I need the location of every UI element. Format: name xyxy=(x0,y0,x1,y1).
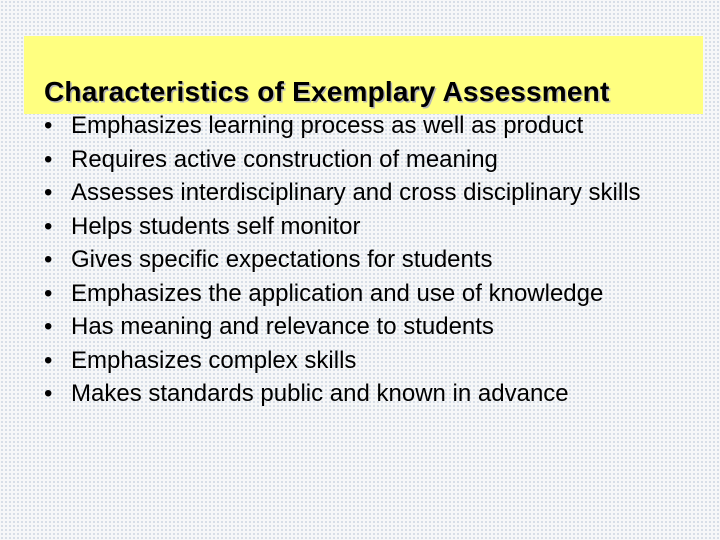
slide-title: Characteristics of Exemplary Assessment xyxy=(44,76,610,107)
list-item xyxy=(44,147,684,173)
bullet-text: Requires active construction of meaning xyxy=(71,145,498,173)
bullet-text: Assesses interdisciplinary and cross disciplinary skills xyxy=(71,179,641,206)
bullet-icon: • xyxy=(44,212,53,240)
list-item xyxy=(44,214,684,240)
bullet-text: Emphasizes the application and use of knowledge xyxy=(71,279,604,307)
bullet-text: Makes standards public and known in advance xyxy=(71,380,569,407)
bullet-list xyxy=(44,113,684,415)
bullet-text: Emphasizes learning process as well as product xyxy=(71,112,584,139)
bullet-icon: • xyxy=(44,145,53,173)
bullet-text: Emphasizes complex skills xyxy=(71,346,357,374)
list-item xyxy=(44,180,684,206)
bullet-text: Gives specific expectations for students xyxy=(71,246,493,273)
bullet-text: Helps students self monitor xyxy=(71,212,361,240)
bullet-icon: • xyxy=(44,112,53,139)
bullet-icon: • xyxy=(44,279,53,307)
bullet-text: Has meaning and relevance to students xyxy=(71,313,494,340)
bullet-icon: • xyxy=(44,313,53,340)
list-item xyxy=(44,314,684,340)
bullet-icon: • xyxy=(44,346,53,374)
list-item xyxy=(44,381,684,407)
title-bar xyxy=(24,36,703,114)
bullet-icon: • xyxy=(44,246,53,273)
bullet-icon: • xyxy=(44,380,53,407)
bullet-icon: • xyxy=(44,179,53,206)
list-item xyxy=(44,113,684,139)
list-item xyxy=(44,348,684,374)
list-item xyxy=(44,281,684,307)
list-item xyxy=(44,247,684,273)
